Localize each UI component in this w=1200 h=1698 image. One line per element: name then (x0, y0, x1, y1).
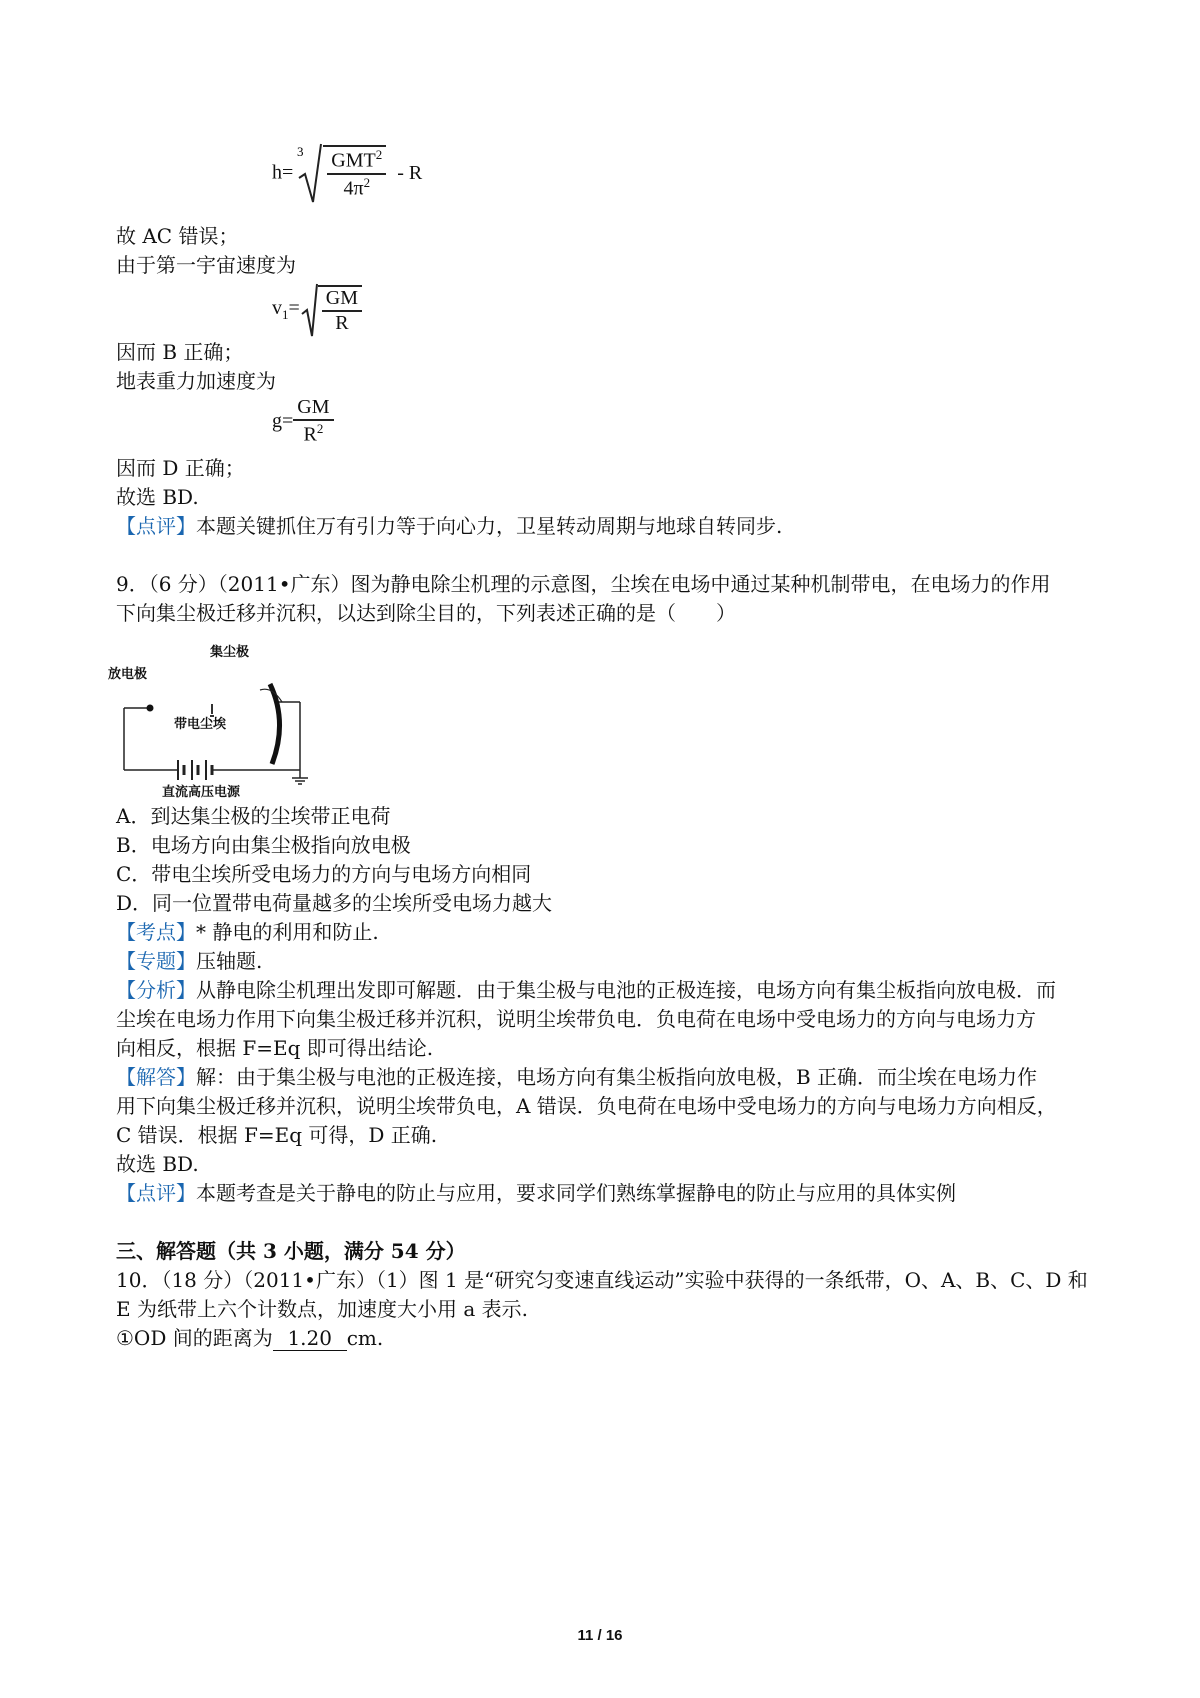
formula-v1-lhs: v (272, 297, 282, 319)
battery-icon (172, 760, 212, 780)
q10-suffix: cm. (346, 1326, 384, 1350)
label-charged-dust: 带电尘埃 (174, 717, 227, 732)
root-index: 3 (297, 144, 304, 159)
fenxi-tag: 【分析】 (116, 978, 196, 1002)
dianping-tag: 【点评】 (116, 1181, 196, 1205)
denominator-h: 4π (343, 177, 364, 200)
kaodian-text: * 静电的利用和防止. (196, 920, 379, 944)
q9-jieda-line-3: C 错误．根据 F=Eq 可得，D 正确. (116, 1123, 438, 1147)
radical-sign-icon (300, 282, 318, 338)
numerator-h-sup: 2 (375, 147, 383, 163)
electrostatic-precipitator-figure (108, 645, 322, 804)
square-root (300, 282, 362, 338)
text-line-2: 由于第一宇宙速度为 (116, 253, 296, 277)
discharge-electrode (147, 705, 154, 712)
formula-h-lhs: h= (272, 161, 294, 184)
denominator-g: R (303, 423, 317, 446)
comment-line (116, 512, 782, 540)
q9-fenxi-line-3: 向相反，根据 F=Eq 即可得出结论. (116, 1036, 434, 1060)
formula-g (272, 396, 334, 447)
kaodian-tag: 【考点】 (116, 920, 196, 944)
formula-g-lhs: g= (272, 409, 294, 432)
q10-line-3 (116, 1324, 383, 1352)
q9-option-b: B．电场方向由集尘极指向放电极 (116, 833, 411, 857)
formula-h-tail: - R (397, 161, 423, 184)
formula-v1-sub: 1 (282, 307, 289, 322)
answer-blank: 1.20 (273, 1326, 347, 1351)
q9-fenxi-line-1 (116, 976, 1056, 1004)
label-collector-electrode: 集尘极 (210, 645, 250, 660)
formula-h (272, 142, 422, 204)
q9-stem-line-2: 下向集尘极迁移并沉积，以达到除尘目的，下列表述正确的是（ ） (116, 601, 736, 625)
q10-line-2: E 为纸带上六个计数点，加速度大小用 a 表示. (116, 1297, 528, 1321)
comment-text: 本题关键抓住万有引力等于向心力，卫星转动周期与地球自转同步. (196, 514, 783, 538)
comment-tag: 【点评】 (116, 514, 196, 538)
text-line-4: 地表重力加速度为 (116, 369, 276, 393)
text-line-6: 故选 BD. (116, 485, 199, 509)
q9-option-c: C．带电尘埃所受电场力的方向与电场方向相同 (116, 862, 532, 886)
jieda-text-1: 解：由于集尘极与电池的正极连接，电场方向有集尘板指向放电极，B 正确．而尘埃在电场力作 (196, 1065, 1038, 1089)
fenxi-text-1: 从静电除尘机理出发即可解题．由于集尘极与电池的正极连接，电场方向有集尘板指向放电极．而 (196, 978, 1056, 1002)
ground-icon (292, 770, 308, 784)
radical-sign-icon (293, 142, 323, 204)
q9-stem-line-1: 9．（6 分）（2011•广东）图为静电除尘机理的示意图，尘埃在电场中通过某种机制带电，在电场力的作用 (116, 572, 1051, 596)
fraction-v1 (322, 287, 362, 335)
fraction-h (327, 147, 386, 200)
q9-jieda-line-2: 用下向集尘极迁移并沉积，说明尘埃带负电，A 错误．负电荷在电场中受电场力的方向与电场力方向相反， (116, 1094, 1057, 1118)
numerator-g: GM (293, 396, 333, 421)
page-number: 11 / 16 (577, 1627, 623, 1644)
denominator-v1: R (335, 312, 349, 334)
label-discharge-electrode: 放电极 (108, 667, 148, 682)
q9-option-a: A．到达集尘极的尘埃带正电荷 (116, 804, 391, 828)
text-line-1: 故 AC 错误； (116, 224, 239, 248)
q9-fenxi-line-2: 尘埃在电场力作用下向集尘极迁移并沉积，说明尘埃带负电．负电荷在电场中受电场力的方向与电场力方 (116, 1007, 1036, 1031)
cube-root (293, 142, 386, 204)
q10-line-1: 10．（18 分）（2011•广东）（1）图 1 是“研究匀变速直线运动”实验中获得的一条纸带，O、A、B、C、D 和 (116, 1268, 1088, 1292)
dianping-text: 本题考查是关于静电的防止与应用，要求同学们熟练掌握静电的防止与应用的具体实例 (196, 1181, 956, 1205)
q9-option-d: D．同一位置带电荷量越多的尘埃所受电场力越大 (116, 891, 553, 915)
jieda-tag: 【解答】 (116, 1065, 196, 1089)
q9-dianping (116, 1179, 956, 1207)
formula-v1-eq: = (288, 297, 300, 319)
numerator-h: GMT (331, 150, 376, 172)
q9-answer: 故选 BD. (116, 1152, 199, 1176)
q9-zhuanti (116, 947, 262, 975)
zhuanti-tag: 【专题】 (116, 949, 196, 973)
zhuanti-text: 压轴题. (196, 949, 263, 973)
text-line-3: 因而 B 正确； (116, 340, 244, 364)
denominator-h-sup: 2 (363, 175, 371, 190)
section-heading: 三、解答题（共 3 小题，满分 54 分） (116, 1239, 466, 1263)
numerator-v1: GM (322, 287, 362, 312)
text-line-5: 因而 D 正确； (116, 456, 245, 480)
q9-jieda-line-1 (116, 1063, 1037, 1091)
denominator-g-sup: 2 (316, 421, 324, 436)
q9-kaodian (116, 918, 379, 946)
formula-v1 (272, 282, 362, 338)
fraction-g (293, 396, 333, 447)
label-hv-source: 直流高压电源 (162, 785, 241, 800)
q10-prefix: ①OD 间的距离为 (116, 1326, 273, 1350)
